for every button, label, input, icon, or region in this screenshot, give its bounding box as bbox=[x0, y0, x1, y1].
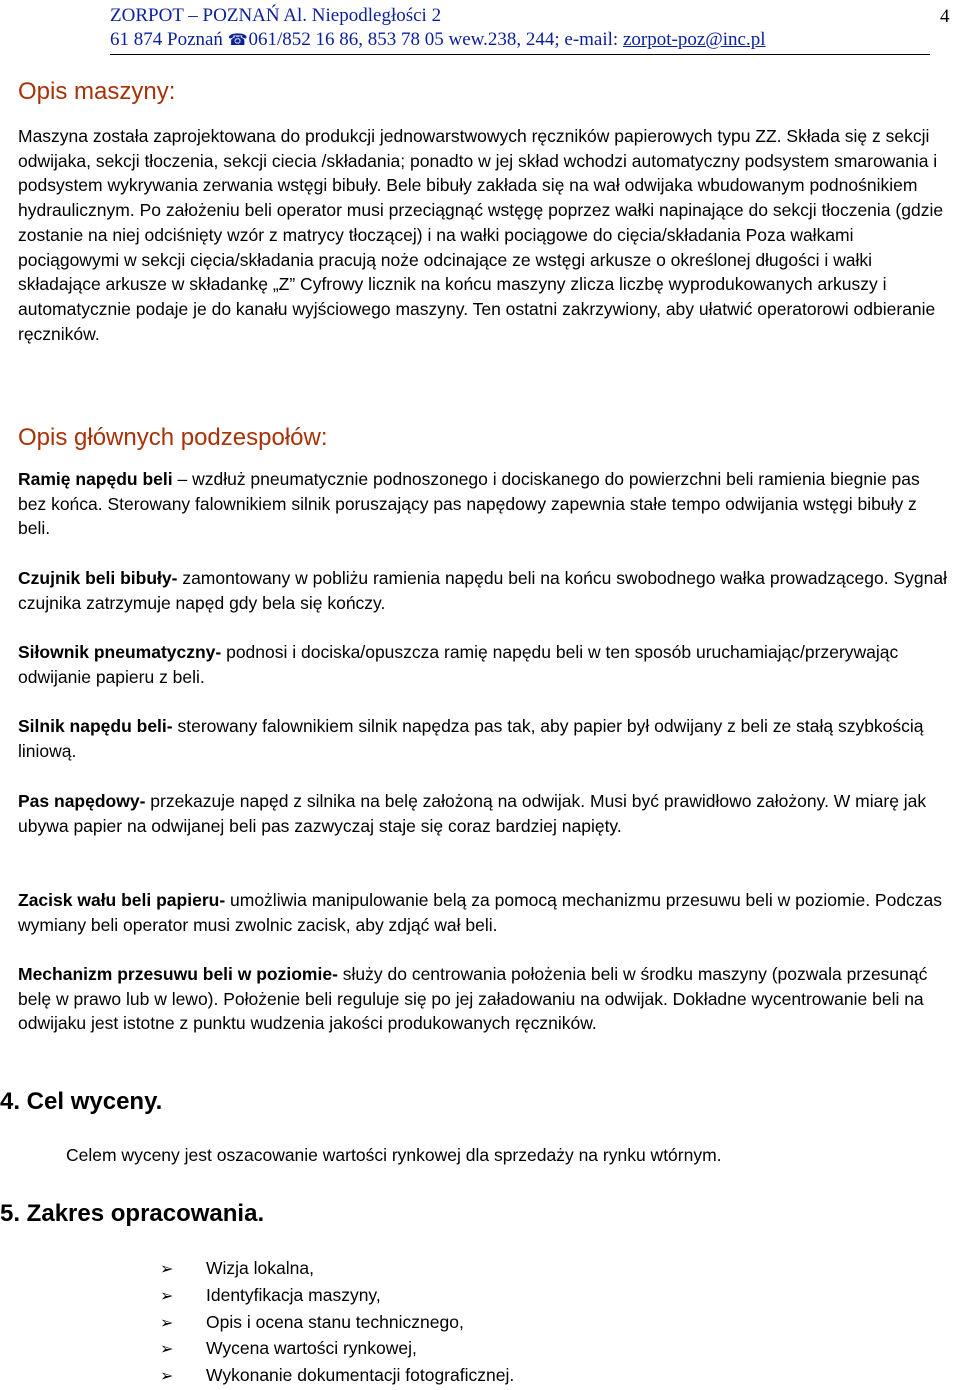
page-number: 4 bbox=[940, 6, 950, 27]
letterhead-contact bbox=[110, 28, 930, 53]
list-item: ➢ Wizja lokalna, bbox=[160, 1256, 514, 1283]
component-text: przekazuje napęd z silnika na belę założoną na odwijak. Musi być prawidłowo założony. W miarę jak ubywa papier na odwijanej beli pas zazwyczaj staje się coraz bardziej napięty. bbox=[18, 791, 927, 836]
component-term: Czujnik beli bibuły- bbox=[18, 568, 178, 588]
list-item: ➢ Wykonanie dokumentacji fotograficznej. bbox=[160, 1363, 514, 1390]
component-item bbox=[18, 714, 948, 763]
arrow-bullet-icon: ➢ bbox=[160, 1287, 174, 1305]
arrow-bullet-icon: ➢ bbox=[160, 1368, 174, 1386]
component-text: sterowany falownikiem silnik napędza pas tak, aby papier był odwijany z beli ze stałą szybkością liniową. bbox=[18, 716, 924, 761]
letterhead-phones: 061/852 16 86, 853 78 05 wew.238, 244; e-mail: bbox=[243, 29, 623, 50]
machine-paragraph: Maszyna została zaprojektowana do produkcji jednowarstwowych ręczników papierowych typu ZZ. Składa się z sekcji odwijaka, sekcji tłoczenia, sekcji ciecia /składania; ponadto w jej skład wchodzi automatyczny podsystem smarowania i podsystem wykrywania zerwania wstęgi bibuły. Bele bibuły zakłada się na wał odwijaka wbudowanym podnośnikiem hydraulicznym. Po założeniu beli operator musi przeciągnąć wstęgę poprzez wałki napinające do sekcji tłoczenia (gdzie zostanie na niej odciśnięty wzór z matrycy tłoczącej) i na wałki pociągowe do cięcia/składania Poza wałkami pociągowymi w sekcji cięcia/składania pracują noże odcinające ze wstęgi arkusze o określonej długości i wałki składające arkusze w składankę „Z” Cyfrowy licznik na końcu maszyny zlicza liczbę wyprodukowanych arkuszy i automatycznie podaje je do kanału wyjściowego maszyny. Ten ostatni zakrzywiony, aby ułatwić operatorowi odbieranie ręczników. bbox=[18, 126, 944, 344]
component-term: Zacisk wału beli papieru- bbox=[18, 890, 226, 910]
component-item bbox=[18, 467, 948, 541]
telephone-icon: ☎ bbox=[227, 32, 248, 49]
component-text: służy do centrowania położenia beli w środku maszyny (pozwala przesunąć belę w prawo lub w lewo). Położenie beli reguluje się po jej załadowaniu na odwijak. Dokładne wycentrowanie beli na odwijaku jest istotne z punktu wudzenia jakości produkowanych ręczników. bbox=[18, 964, 928, 1034]
goal-heading: 4. Cel wyceny. bbox=[0, 1088, 163, 1115]
component-term: Pas napędowy- bbox=[18, 791, 146, 811]
component-term: Silnik napędu beli- bbox=[18, 716, 173, 736]
component-text: umożliwia manipulowanie belą za pomocą mechanizmu przesuwu beli w poziomie. Podczas wymiany beli operator musi zwolnic zacisk, aby zdjąć wał beli. bbox=[18, 890, 943, 935]
header-divider bbox=[110, 54, 930, 55]
machine-heading: Opis maszyny: bbox=[18, 78, 176, 105]
component-term: Mechanizm przesuwu beli w poziomie- bbox=[18, 964, 338, 984]
list-item: ➢ Wycena wartości rynkowej, bbox=[160, 1336, 514, 1363]
letterhead-company: ZORPOT – POZNAŃ Al. Niepodległości 2 bbox=[110, 5, 442, 26]
component-item bbox=[18, 640, 948, 689]
component-item bbox=[18, 962, 948, 1036]
letterhead bbox=[110, 4, 930, 53]
letterhead-address: 61 874 Poznań bbox=[110, 29, 228, 50]
arrow-bullet-icon: ➢ bbox=[160, 1341, 174, 1359]
component-text: – wzdłuż pneumatycznie podnoszonego i dociskanego do powierzchni beli ramienia biegnie pas bez końca. Sterowany falownikiem silnik poruszający pas napędowy zapewnia stałe tempo odwijania wstęgi bibuły z beli. bbox=[18, 469, 920, 539]
component-item bbox=[18, 888, 948, 937]
list-item: ➢ Opis i ocena stanu technicznego, bbox=[160, 1310, 514, 1337]
list-item: ➢ Identyfikacja maszyny, bbox=[160, 1283, 514, 1310]
arrow-bullet-icon: ➢ bbox=[160, 1314, 174, 1332]
goal-text: Celem wyceny jest oszacowanie wartości rynkowej dla sprzedaży na rynku wtórnym. bbox=[66, 1145, 722, 1165]
component-term: Siłownik pneumatyczny- bbox=[18, 642, 222, 662]
component-term: Ramię napędu beli bbox=[18, 469, 173, 489]
email-link[interactable]: zorpot-poz@inc.pl bbox=[622, 29, 766, 50]
scope-list bbox=[160, 1256, 514, 1390]
component-text: podnosi i dociska/opuszcza ramię napędu beli w ten sposób uruchamiając/przerywając odwijanie papieru z beli. bbox=[18, 642, 899, 687]
scope-heading: 5. Zakres opracowania. bbox=[0, 1200, 265, 1227]
component-text: zamontowany w pobliżu ramienia napędu beli na końcu swobodnego wałka prowadzącego. Sygnał czujnika zatrzymuje napęd gdy bela się kończy. bbox=[18, 568, 947, 613]
arrow-bullet-icon: ➢ bbox=[160, 1261, 174, 1278]
components-heading: Opis głównych podzespołów: bbox=[18, 424, 328, 451]
component-item bbox=[18, 566, 948, 615]
component-item bbox=[18, 789, 948, 838]
